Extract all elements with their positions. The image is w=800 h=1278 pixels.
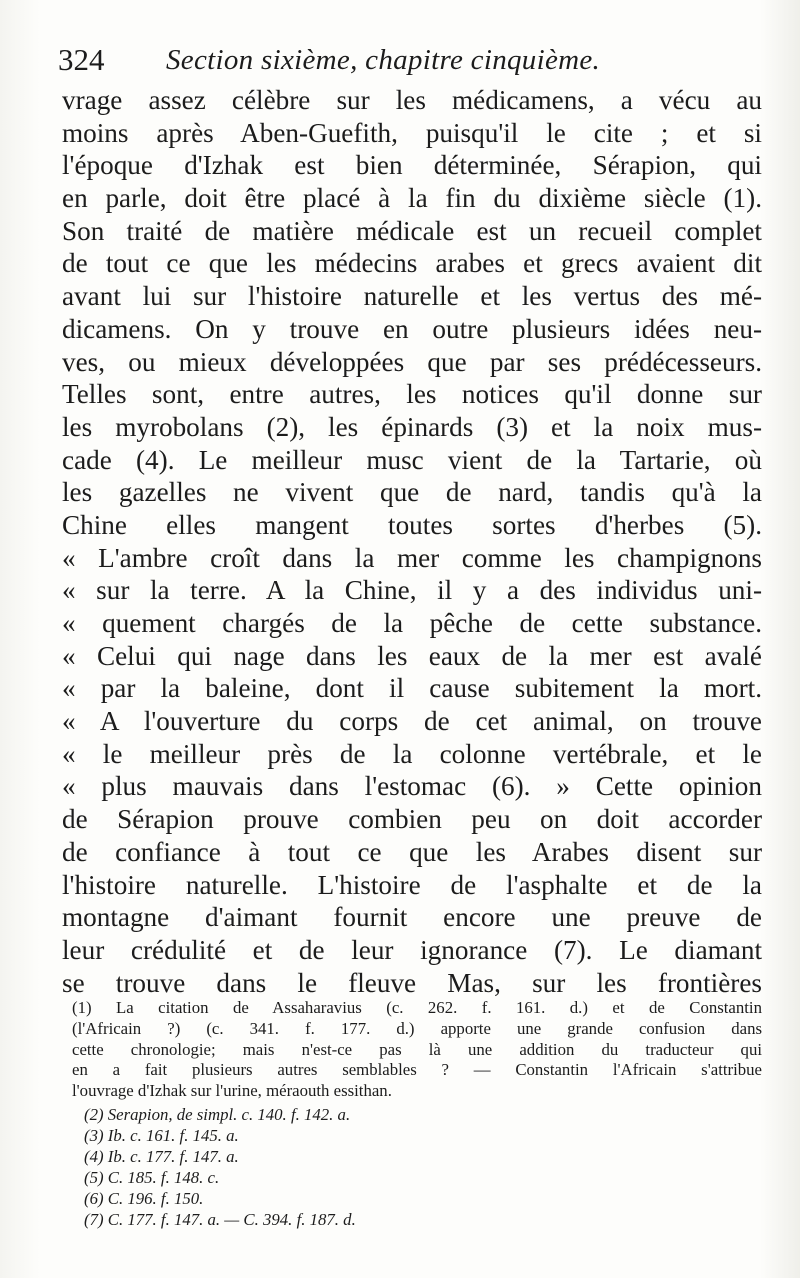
running-head: Section sixième, chapitre cinquième.	[166, 44, 601, 76]
footnotes	[72, 998, 762, 1230]
body-line: les myrobolans (2), les épinards (3) et la noix mus-	[62, 411, 762, 442]
body-line: leur crédulité et de leur ignorance (7). Le diamant	[62, 934, 762, 965]
footnote-line: en a fait plusieurs autres semblables ? — Constantin l'Africain s'attribue	[72, 1060, 762, 1080]
footnote-line: (l'Africain ?) (c. 341. f. 177. d.) apporte une grande confusion dans	[72, 1018, 762, 1038]
body-line: Chine elles mangent toutes sortes d'herbes (5).	[62, 509, 762, 540]
footnote-line: l'ouvrage d'Izhak sur l'urine, méraouth essithan.	[72, 1081, 392, 1101]
body-text	[62, 84, 762, 999]
body-line: dicamens. On y trouve en outre plusieurs idées neu-	[62, 313, 762, 344]
footnote-line: cette chronologie; mais n'est-ce pas là une addition du traducteur qui	[72, 1039, 762, 1059]
body-line: « sur la terre. A la Chine, il y a des individus uni-	[62, 575, 762, 606]
footnote-reference: (5) C. 185. f. 148. c.	[84, 1167, 220, 1187]
footnote-reference: (2) Serapion, de simpl. c. 140. f. 142. a.	[84, 1104, 351, 1124]
body-line: « quement chargés de la pêche de cette substance.	[62, 608, 762, 638]
footnote-reference: (6) C. 196. f. 150.	[84, 1188, 204, 1208]
body-line: vrage assez célèbre sur les médicamens, a vécu au	[62, 85, 762, 115]
body-line: avant lui sur l'histoire naturelle et les vertus des mé-	[62, 281, 762, 312]
body-line: de confiance à tout ce que les Arabes disent sur	[62, 836, 762, 867]
body-line: « A l'ouverture du corps de cet animal, on trouve	[62, 706, 762, 737]
body-line: se trouve dans le fleuve Mas, sur les frontières	[62, 967, 762, 998]
footnote-reference: (7) C. 177. f. 147. a. — C. 394. f. 187. d.	[84, 1209, 356, 1229]
body-line: « Celui qui nage dans les eaux de la mer est avalé	[62, 640, 762, 671]
page-number: 324	[58, 42, 105, 77]
body-line: ves, ou mieux développées que par ses prédécesseurs.	[62, 346, 762, 377]
body-line: Son traité de matière médicale est un recueil complet	[62, 215, 762, 246]
body-line: « L'ambre croît dans la mer comme les champignons	[62, 542, 762, 573]
body-line: montagne d'aimant fournit encore une preuve de	[62, 902, 762, 933]
footnote-reference: (3) Ib. c. 161. f. 145. a.	[84, 1125, 239, 1145]
body-line: de Sérapion prouve combien peu on doit accorder	[62, 804, 762, 835]
body-line: de tout ce que les médecins arabes et grecs avaient dit	[62, 248, 762, 279]
body-line: « le meilleur près de la colonne vertébrale, et le	[62, 738, 762, 769]
body-line: Telles sont, entre autres, les notices qu'il donne sur	[62, 379, 762, 410]
body-line: l'histoire naturelle. L'histoire de l'asphalte et de la	[62, 869, 762, 900]
footnote-reference: (4) Ib. c. 177. f. 147. a.	[84, 1146, 239, 1166]
body-line: cade (4). Le meilleur musc vient de la Tartarie, où	[62, 444, 762, 475]
body-line: l'époque d'Izhak est bien déterminée, Sérapion, qui	[62, 150, 762, 181]
body-line: les gazelles ne vivent que de nard, tandis qu'à la	[62, 477, 762, 508]
footnote-line: (1) La citation de Assaharavius (c. 262. f. 161. d.) et de Constantin	[72, 998, 762, 1017]
page-header	[58, 40, 738, 84]
body-line: « plus mauvais dans l'estomac (6). » Cette opinion	[62, 771, 762, 802]
body-line: en parle, doit être placé à la fin du dixième siècle (1).	[62, 183, 762, 214]
body-line: moins après Aben-Guefith, puisqu'il le cite ; et si	[62, 117, 762, 148]
body-line: « par la baleine, dont il cause subitement la mort.	[62, 673, 762, 704]
